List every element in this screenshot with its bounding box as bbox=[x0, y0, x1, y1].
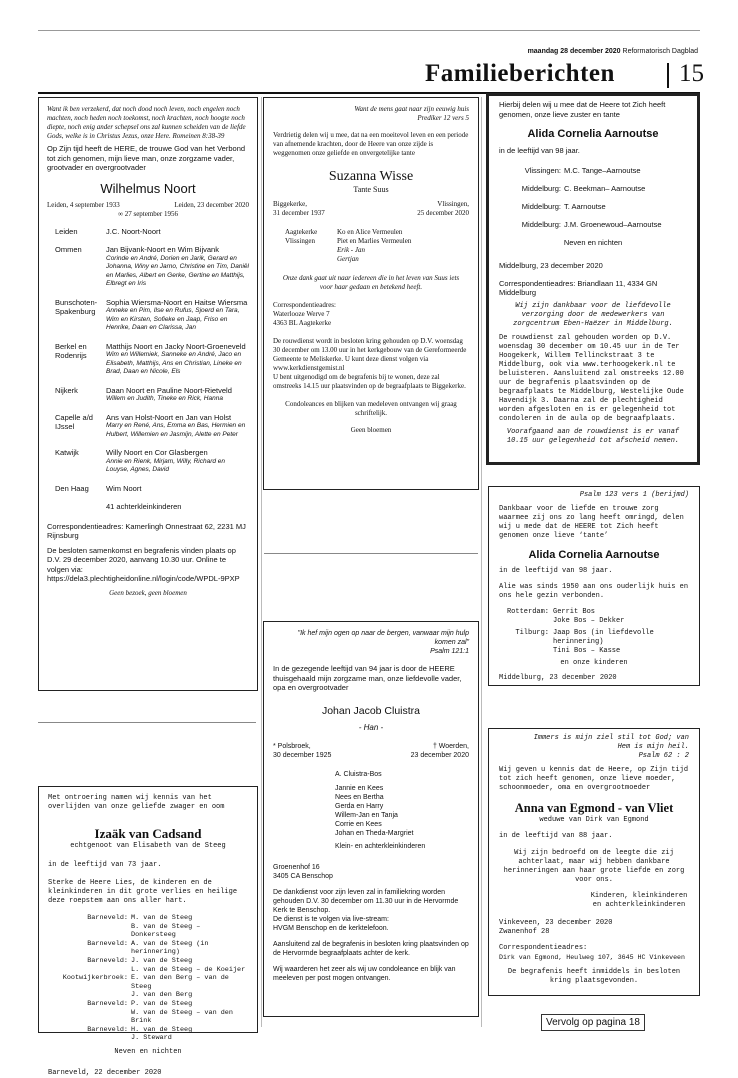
family-place: Ommen bbox=[55, 245, 82, 254]
birth-info bbox=[273, 200, 325, 218]
funeral-text: De besloten samenkomst en begrafenis vinden plaats op D.V. 29 december 2020, aanvang 10.30 uur. Online te volgen via: bbox=[47, 545, 236, 574]
family-place: Aagtekerke bbox=[285, 228, 318, 236]
spouse-line: weduwe van Dirk van Egmond bbox=[539, 816, 649, 824]
separator bbox=[264, 553, 478, 554]
family-row bbox=[48, 1009, 248, 1026]
bible-verse: "Ik hef mijn ogen op naar de bergen, vanwaar mijn hulp komen zal" bbox=[297, 630, 469, 646]
service-text: De rouwdienst wordt in besloten kring gehouden op D.V. woensdag 30 december om 13.00 uur in het kerkgebouw van de Gereformeerde Gemeente te Meliskerke. U kunt deze dienst volgen via www.kerkdienstgemist.nl bbox=[273, 337, 467, 372]
family-place: Barneveld: bbox=[87, 956, 128, 965]
message-text: Sterke de Heere Lies, de kinderen en de kleinkinderen in dit grote verlies en heilige deze roepstem aan ons aller hart. bbox=[48, 879, 238, 905]
death-place: † Woerden, bbox=[432, 742, 469, 750]
top-rule bbox=[38, 30, 700, 31]
family-names: Ko en Alice Vermeulen bbox=[337, 228, 403, 236]
family-members bbox=[106, 502, 249, 512]
nephews-line: Neven en nichten bbox=[114, 1047, 182, 1056]
service-text: De dankdienst voor zijn leven zal in familiekring worden gehouden D.V. 30 december om 11.30 uur in de Hervormde Kerk te Benschop. bbox=[273, 888, 459, 914]
notice-wisse bbox=[263, 97, 479, 490]
family-names: E. van den Berg – van de Steeg bbox=[131, 974, 229, 991]
family-row bbox=[499, 608, 689, 626]
place-date: Barneveld, 22 december 2020 bbox=[48, 1068, 162, 1077]
issue-date: maandag 28 december 2020 bbox=[527, 48, 621, 55]
birth-date: 31 december 1937 bbox=[273, 209, 325, 217]
family-names: Willy Noort en Cor Glasbergen bbox=[106, 448, 208, 457]
place-date: Middelburg, 23 december 2020 bbox=[499, 261, 603, 270]
intro-text: Hierbij delen wij u mee dat de Heere tot Zich heeft genomen, onze lieve zuster en tante bbox=[499, 100, 666, 119]
family-names: 41 achterkleinkinderen bbox=[106, 502, 182, 511]
intro-text: In de gezegende leeftijd van 94 jaar is door de HEERE thuisgehaald mijn zorgzame man, onze liefdevolle vader, opa en overgrootvader bbox=[273, 664, 462, 692]
paper-name: Reformatorisch Dagblad bbox=[622, 48, 698, 55]
place-date: Vinkeveen, 23 december 2020 bbox=[499, 919, 613, 927]
family-row bbox=[48, 991, 248, 1000]
thanks-text: Onze dank gaat uit naar iedereen die in het leven van Suus iets voor haar gedaan en betekend heeft. bbox=[282, 274, 460, 291]
family-member: Gerda en Harry bbox=[335, 802, 384, 810]
family-names: T. Aarnoutse bbox=[564, 201, 606, 211]
livestream-text: De dienst is te volgen via live-stream: bbox=[273, 915, 389, 923]
notice-cluistra bbox=[263, 621, 479, 1017]
family-members bbox=[106, 227, 249, 237]
grandchildren: Annie en Rienk, Mirjam, Willy, Richard en Louyse, Agnes, David bbox=[106, 457, 226, 473]
birth-place: * Polsbroek, bbox=[273, 742, 311, 750]
family-names: W. van de Steeg – van den Brink bbox=[131, 1008, 233, 1026]
family-place: Katwijk bbox=[55, 448, 79, 457]
family-place bbox=[285, 246, 337, 255]
family-members bbox=[106, 245, 249, 289]
family-place: Barneveld: bbox=[87, 999, 128, 1008]
family-place bbox=[48, 923, 128, 940]
livestream-link[interactable]: https://dela3.plechtigheidonline.nl/login/code/WPDL-9PXP bbox=[47, 574, 240, 583]
dates-row bbox=[273, 200, 469, 218]
family-row bbox=[499, 629, 689, 656]
family-name: Tini Bos – Kasse bbox=[553, 647, 621, 655]
service-text: De rouwdienst zal gehouden worden op D.V. woensdag 30 december om 10.45 uur in de Ter Hoogekerk, Willem Tellinckstraat 3 te Middelburg, ook via www.terhoogekerk.nl te beluisteren. Aansluitend zal omstreeks 12.00 uur de begrafenis plaatsvinden op de begraafplaats te Middelburg, Westelijke Oude Havendijk 3. Daarna zal de plechtigheid worden afgesloten en is er gelegenheid tot condoleren in de aula op de begraafplaats. bbox=[499, 333, 684, 423]
family-row bbox=[55, 484, 249, 494]
age-line: in de leeftijd van 98 jaar. bbox=[499, 567, 613, 575]
bible-verse: Want de mens gaat naar zijn eeuwig huis bbox=[354, 105, 469, 113]
page-number: 15 bbox=[679, 60, 704, 87]
address-city: 3405 CA Benschop bbox=[273, 872, 333, 880]
spouse-line: echtgenoot van Elisabeth van de Steeg bbox=[70, 842, 226, 850]
correspondence-address: Correspondentieadres: Briandlaan 11, 4334 GN Middelburg bbox=[499, 278, 658, 297]
family-row bbox=[48, 1026, 248, 1035]
deceased-name: Anna van Egmond - van Vliet bbox=[514, 801, 674, 815]
family-row bbox=[55, 413, 249, 440]
family-place bbox=[48, 1034, 128, 1043]
death-info bbox=[417, 200, 469, 218]
intro-text: Verdrietig delen wij u mee, dat na een moeitevol leven en een periode van afnemende krachten, door de Heere van onze zijde is weggenomen onze geliefde en onvergetelijke tante bbox=[273, 131, 469, 157]
family-list bbox=[47, 227, 249, 512]
intro-text: Op Zijn tijd heeft de HERE, de trouwe God van het Verbond tot zich genomen, mijn lieve man, onze zorgzame vader, grootvader en overgrootvader bbox=[47, 144, 246, 172]
family-row bbox=[499, 220, 687, 229]
family-names: H. van de Steeg bbox=[131, 1025, 193, 1034]
bible-verse: Want ik ben verzekerd, dat noch dood noch leven, noch engelen noch machten, noch heden noch toekomst, noch krachten, noch hoogte noch diepte, noch enig ander schepsel ons zal kunnen scheiden van de liefde Gods, welke is in Christus Jezus, onze Here. Romeinen 8:38-39 bbox=[47, 105, 246, 140]
family-row bbox=[285, 246, 469, 255]
address-street: Waterlooze Werve 7 bbox=[273, 310, 330, 318]
family-row bbox=[55, 245, 249, 289]
family-list bbox=[273, 770, 469, 851]
family-members bbox=[106, 298, 249, 333]
notice-noort bbox=[38, 97, 258, 691]
family-list bbox=[499, 166, 687, 229]
death-date: 25 december 2020 bbox=[417, 209, 469, 217]
bible-verse: Psalm 123 vers 1 (berijmd) bbox=[579, 491, 689, 499]
family-names bbox=[553, 608, 689, 626]
deceased-name: Johan Jacob Cluistra bbox=[321, 704, 421, 717]
family-row bbox=[48, 1000, 248, 1009]
family-place: Middelburg: bbox=[521, 183, 561, 193]
family-member: Willem-Jan en Tanja bbox=[335, 811, 398, 819]
intro-text: Met ontroering namen wij kennis van het overlijden van onze geliefde zwager en oom bbox=[48, 794, 225, 811]
age-line: in de leeftijd van 98 jaar. bbox=[499, 146, 580, 155]
closing-note: Geen bloemen bbox=[350, 426, 392, 434]
closing-note: Wij waarderen het zeer als wij uw condoleance en blijk van meeleven per post mogen ontvangen. bbox=[273, 965, 456, 982]
grandchildren: Marry en René, Ans, Emma en Bas, Hermien en Hulbert, Willemien en Jasmijn, Alette en Peter bbox=[106, 422, 246, 438]
address-label: Correspondentieadres: bbox=[499, 944, 588, 952]
death-place: Vlissingen, bbox=[437, 200, 469, 208]
family-row bbox=[499, 184, 687, 193]
date-line bbox=[528, 48, 698, 55]
family-names bbox=[553, 629, 689, 656]
continued-label: Vervolg op pagina 18 bbox=[541, 1014, 645, 1031]
livestream-source: HVGM Benschop en de kerktelefoon. bbox=[273, 924, 389, 932]
family-row bbox=[55, 502, 249, 512]
closing-note: Geen bezoek, geen bloemen bbox=[109, 588, 187, 597]
family-member: Corrie en Kees bbox=[335, 820, 382, 828]
dates-row bbox=[273, 742, 469, 760]
family-place: Nijkerk bbox=[55, 385, 78, 395]
marriage-date: ∞ 27 september 1956 bbox=[117, 209, 178, 218]
family-names: Ans van Holst-Noort en Jan van Holst bbox=[106, 412, 232, 422]
children-line: en onze kinderen bbox=[560, 659, 628, 667]
address-city: 4363 BL Aagtekerke bbox=[273, 319, 332, 327]
birth-date: 30 december 1925 bbox=[273, 751, 332, 759]
thanks-text: Wij zijn dankbaar voor de liefdevolle verzorging door de medewerkers van zorgcentrum Eben-Haëzer in Middelburg. bbox=[513, 301, 673, 328]
family-place: Vlissingen bbox=[285, 237, 315, 245]
burial-text: Aansluitend zal de begrafenis in besloten kring plaatsvinden op de Hervormde begraafplaats achter de kerk. bbox=[273, 940, 469, 957]
family-row bbox=[55, 227, 249, 237]
family-names: Erik - Jan bbox=[337, 246, 365, 254]
death-date: Leiden, 23 december 2020 bbox=[174, 200, 249, 209]
family-members bbox=[106, 484, 249, 494]
family-place: Middelburg: bbox=[521, 219, 561, 229]
family-name: Jaap Bos (in liefdevolle herinnering) bbox=[553, 629, 654, 646]
family-place: Bunschoten-Spakenburg bbox=[55, 297, 98, 316]
family-row bbox=[48, 957, 248, 966]
message-text: Alie was sinds 1950 aan ons ouderlijk huis en ons hele gezin verbonden. bbox=[499, 583, 689, 600]
family-place bbox=[285, 255, 337, 264]
deceased-name: Alida Cornelia Aarnoutse bbox=[528, 549, 660, 561]
grandchildren: Anneke en Pim, Ilse en Rufus, Sjoerd en Tara, Wim en Kirsten, Sofieke en Jaap, Friso en Henrike, Daan en Clarissa, Jan bbox=[106, 307, 240, 331]
family-names: J. van den Berg bbox=[131, 991, 193, 1000]
family-member: Nees en Bertha bbox=[335, 793, 384, 801]
verse-reference: Psalm 62 : 2 bbox=[638, 752, 689, 760]
family-row bbox=[285, 237, 469, 246]
family-member: Jannie en Kees bbox=[335, 784, 384, 792]
family-members bbox=[106, 386, 249, 404]
family-row bbox=[48, 1034, 248, 1043]
place-date: Middelburg, 23 december 2020 bbox=[499, 674, 617, 682]
intro-text: Wij geven u kennis dat de Heere, op Zijn tijd tot zich heeft genomen, onze lieve moeder, schoonmoeder, oma en overgrootmoeder bbox=[499, 766, 689, 792]
family-name: Joke Bos – Dekker bbox=[553, 617, 625, 625]
verse-reference: Prediker 12 vers 5 bbox=[417, 114, 469, 122]
grandchildren: Wim en Willemiek, Sanneke en André, Jaco en Elisabeth, Matthijs, Ans en Christian, Lineke en Brad, Daan en Nicole, Els bbox=[106, 351, 242, 375]
family-names: Matthijs Noort en Jacky Noort-Groeneveld bbox=[106, 341, 246, 351]
family-member: Johan en Theda-Margriet bbox=[335, 829, 414, 837]
family-place: Barneveld: bbox=[87, 1025, 128, 1034]
family-members bbox=[106, 413, 249, 440]
family-names: Piet en Marlies Vermeulen bbox=[337, 237, 412, 245]
family-names: J.C. Noort-Noort bbox=[106, 226, 161, 236]
notice-aarnoutse-2 bbox=[488, 486, 700, 686]
family-names: Jan Bijvank-Noort en Wim Bijvank bbox=[106, 245, 219, 254]
death-info bbox=[411, 742, 469, 760]
family-place bbox=[55, 502, 106, 512]
condolence-text: Condoleances en blijken van medeleven ontvangen wij graag schriftelijk. bbox=[285, 400, 457, 417]
family-member: A. Cluistra-Bos bbox=[335, 770, 382, 778]
death-date: 23 december 2020 bbox=[410, 751, 469, 759]
family-names: C. Beekman– Aarnoutse bbox=[564, 183, 646, 193]
family-names: Daan Noort en Pauline Noort-Rietveld bbox=[106, 385, 232, 395]
separator bbox=[38, 722, 256, 723]
family-place bbox=[48, 966, 128, 975]
closing-note: De begrafenis heeft inmiddels in besloten kring plaatsgevonden. bbox=[507, 968, 681, 985]
family-place: Barneveld: bbox=[87, 939, 128, 948]
nephews-line: Neven en nichten bbox=[563, 237, 623, 247]
family-row bbox=[499, 166, 687, 175]
family-row bbox=[285, 228, 469, 237]
family-names: P. van de Steeg bbox=[131, 999, 193, 1008]
title-divider bbox=[667, 63, 669, 88]
family-names: L. van de Steeg – de Koeijer bbox=[131, 965, 246, 974]
family-place: Vlissingen: bbox=[524, 165, 561, 175]
deceased-name: Alida Cornelia Aarnoutse bbox=[527, 128, 659, 140]
birth-place: Biggekerke, bbox=[273, 200, 308, 208]
family-list bbox=[273, 228, 469, 264]
burial-text: U bent uitgenodigd om de begrafenis bij te wonen, deze zal omstreeks 14.15 uur plaatsvinden op de begraafplaats te Biggekerke. bbox=[273, 373, 466, 390]
family-list bbox=[48, 914, 248, 1043]
family-names: Sophia Wiersma-Noort en Haitse Wiersma bbox=[106, 297, 248, 307]
deceased-name: Wilhelmus Noort bbox=[100, 180, 196, 196]
family-row bbox=[48, 923, 248, 940]
family-place: Kootwijkerbroek: bbox=[62, 974, 128, 983]
family-row bbox=[55, 298, 249, 333]
deceased-name: Suzanna Wisse bbox=[328, 169, 414, 184]
deceased-name: Izaäk van Cadsand bbox=[94, 826, 202, 841]
family-place: Leiden bbox=[55, 226, 78, 236]
family-list bbox=[499, 608, 689, 656]
family-place: Middelburg: bbox=[521, 201, 561, 211]
correspondence-address: Correspondentieadres: Kamerlingh Onnestraat 62, 2231 MJ Rijnsburg bbox=[47, 521, 246, 540]
family-member: Klein- en achterkleinkinderen bbox=[335, 842, 426, 850]
verse-reference: Psalm 121:1 bbox=[430, 648, 469, 655]
family-names: J.M. Groenewoud–Aarnoutse bbox=[564, 219, 662, 229]
address-street: Groenenhof 16 bbox=[273, 863, 320, 871]
birth-info bbox=[273, 742, 331, 760]
family-row bbox=[48, 940, 248, 957]
family-name: Gerrit Bos bbox=[553, 608, 596, 616]
family-names: J. Steward bbox=[131, 1034, 172, 1043]
dates-row bbox=[47, 201, 249, 210]
family-place: Berkel en Rodenrijs bbox=[55, 341, 87, 360]
family-place: Rotterdam: bbox=[506, 608, 549, 616]
column-divider bbox=[261, 97, 262, 1027]
family-place: Tilburg: bbox=[515, 629, 549, 637]
children-line: Kinderen, kleinkinderen en achterkleinkinderen bbox=[590, 892, 688, 909]
address-label: Correspondentieadres: bbox=[273, 301, 336, 309]
family-names: Wim Noort bbox=[106, 483, 142, 493]
family-members bbox=[106, 448, 249, 475]
column-divider bbox=[481, 97, 482, 1027]
family-place: Capelle a/d IJssel bbox=[55, 412, 93, 431]
notice-cadsand bbox=[38, 786, 258, 1077]
closing-note: Voorafgaand aan de rouwdienst is er vanaf 10.15 uur gelegenheid tot afscheid nemen. bbox=[506, 427, 680, 445]
family-names: A. van de Steeg (in herinnering) bbox=[131, 939, 209, 957]
family-place: Den Haag bbox=[55, 483, 89, 493]
family-names: Gertjan bbox=[337, 255, 359, 263]
section-title: Familieberichten bbox=[425, 60, 615, 87]
family-names: B. van de Steeg – Donkersteeg bbox=[131, 922, 201, 940]
notice-aarnoutse-1 bbox=[486, 93, 700, 465]
intro-text: Dankbaar voor de liefde en trouwe zorg waarmee zij ons zo lang heeft omringd, delen wij u mede dat de HEERE tot Zich heeft genomen onze lieve ‘tante’ bbox=[499, 505, 684, 540]
age-line: in de leeftijd van 73 jaar. bbox=[48, 861, 162, 869]
family-members bbox=[106, 342, 249, 377]
family-row bbox=[499, 202, 687, 211]
correspondence-address: Dirk van Egmond, Heulweg 107, 3645 HC Vinkeveen bbox=[499, 954, 685, 961]
family-row bbox=[55, 342, 249, 377]
notice-egmond bbox=[488, 728, 700, 996]
nickname: - Han - bbox=[358, 722, 384, 732]
family-names: J. van de Steeg bbox=[131, 956, 193, 965]
family-names: M. van de Steeg bbox=[131, 914, 193, 922]
nickname: Tante Suus bbox=[353, 185, 389, 194]
age-line: in de leeftijd van 88 jaar. bbox=[499, 832, 613, 840]
family-place: Barneveld: bbox=[87, 914, 128, 922]
grandchildren: Willem en Judith, Tineke en Rick, Hanna bbox=[106, 395, 223, 402]
family-row bbox=[285, 255, 469, 264]
family-place bbox=[48, 991, 128, 1000]
birth-date: Leiden, 4 september 1933 bbox=[47, 200, 120, 209]
bible-verse: Immers is mijn ziel stil tot God; van Hem is mijn heil. bbox=[533, 734, 689, 751]
family-row bbox=[48, 974, 248, 991]
street: Zwanenhof 28 bbox=[499, 928, 550, 936]
family-place bbox=[48, 1009, 128, 1026]
family-row bbox=[55, 448, 249, 475]
family-names: M.C. Tange–Aarnoutse bbox=[564, 165, 641, 175]
grandchildren: Corinde en André, Dorien en Jarik, Gerard en Johanna, Winy en Jarno, Christine en Tim, Daniël en Marlies, Albert en Gerke, Gertine en Matthijs, Elbregt en Iris bbox=[106, 254, 249, 287]
family-row bbox=[55, 386, 249, 404]
family-row bbox=[48, 966, 248, 975]
message-text: Wij zijn bedroefd om de leegte die zij achterlaat, maar wij hebben dankbare herinneringen aan haar grote liefde en zorg voor ons. bbox=[503, 849, 685, 884]
family-row bbox=[48, 914, 248, 923]
